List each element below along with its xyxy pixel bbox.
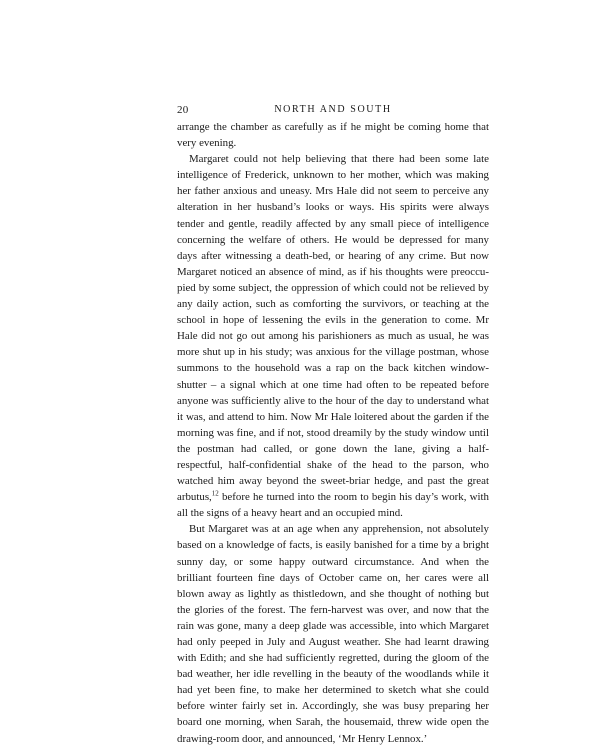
book-title: NORTH AND SOUTH bbox=[274, 104, 392, 115]
body-text bbox=[177, 119, 489, 747]
paragraph-october-days: But Margaret was at an age when any apprehension, not absolutely based on a knowledge of facts, is easily banished for a time by a bright sunny day, or some happy outward circumstance. And when the brilliant fourteen fine days of October came on, her cares were all blown away as lightly as thistledown, and she thought of nothing but the glories of the forest. The fern-harvest was over, and now that the rain was gone, many a deep glade was accessible, into which Margaret had only peeped in July and August weather. She had learnt drawing with Edith; and she had sufficiently regretted, during the gloom of the bad weather, her idle revelling in the beauty of the woodlands while it had yet been fine, to make her determined to sketch what she could before winter fairly set in. Accordingly, she was busy preparing her board one morning, when Sarah, the housemaid, threw wide open the drawing-room door, and announced, ‘Mr Henry Lennox.’ bbox=[177, 523, 489, 745]
paragraph-text-continued: before he turned into the room to begin his day’s work, with all the signs of a heavy heart and an occupied mind. bbox=[177, 491, 489, 520]
paragraph-continuation: arrange the chamber as carefully as if he might be coming home that very evening. bbox=[177, 121, 489, 150]
book-page bbox=[177, 101, 489, 747]
paragraph-margaret-intelligence bbox=[177, 151, 489, 521]
running-head bbox=[177, 101, 489, 119]
paragraph-text: Margaret could not help believing that there had been some late intelligence of Frederick, unknown to her mother, which was making her father anxious and uneasy. Mrs Hale did not seem to perceive any alteration in her husband’s looks or ways. His spirits were always tender and gentle, readily affected by any small piece of intelligence concerning the welfare of others. He would be depressed for many days after witnessing a death-bed, or hearing of any crime. But now Margaret noticed an absence of mind, as if his thoughts were preoccupied by some subject, the oppression of which could not be relieved by any daily action, such as comforting the survivors, or teaching at the school in hope of lessening the evils in the generation to come. Mr Hale did not go out among his parishioners as much as usual, he was more shut up in his study; was anxious for the village postman, whose summons to the household was a rap on the back kitchen window-shutter – a signal which at one time had often to be repeated before anyone was sufficiently alive to the hour of the day to understand what it was, and attend to him. Now Mr Hale loitered about the garden if the morning was fine, and if not, stood dreamily by the study window until the postman had called, or gone down the lane, giving a half-respectful, half-confidential shake of the head to the parson, who watched him away beyond the sweet-briar hedge, and past the great arbutus, bbox=[177, 153, 489, 504]
page-number: 20 bbox=[177, 104, 189, 116]
footnote-reference: 12 bbox=[211, 489, 219, 498]
